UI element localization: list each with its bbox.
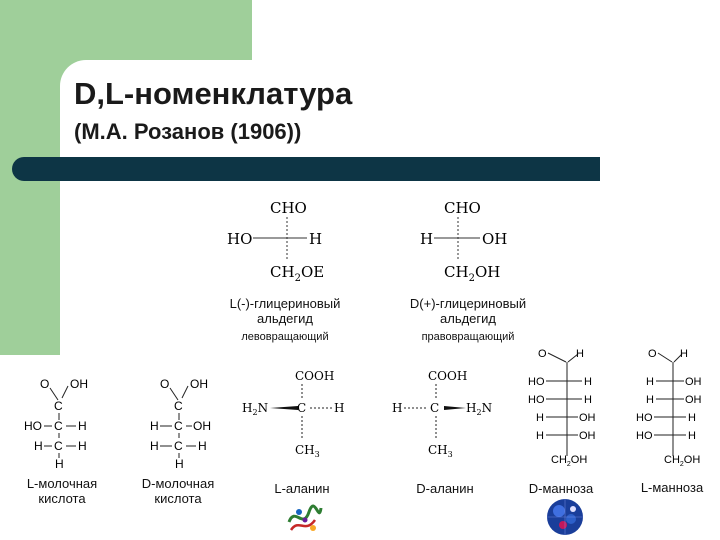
svg-text:CH3: $CH_3$ [428, 443, 453, 459]
svg-text:OH: OH [190, 377, 208, 391]
molecule-sphere-illustration [543, 495, 587, 539]
svg-text:CH2OH: $CH_2OH$ [664, 454, 701, 468]
svg-text:HO: HO [528, 376, 545, 388]
l-gly-bottom: CH [270, 263, 295, 281]
svg-text:H: H [536, 412, 544, 424]
svg-text:H: H [646, 376, 654, 388]
slide-subtitle: (М.А. Розанов (1906)) [74, 119, 302, 144]
svg-text:O: O [648, 348, 657, 360]
d-gly-left: H [420, 230, 434, 248]
svg-text:C: C [174, 439, 183, 453]
svg-text:H: H [334, 401, 345, 415]
d-alanine-name: D-аланин [416, 481, 474, 496]
l-lactic-acid-name: L-молочная кислота [26, 476, 98, 506]
svg-text:H: H [198, 439, 207, 453]
svg-text:H: H [392, 401, 403, 415]
d-lactic-acid-structure [140, 372, 240, 471]
svg-text:HO: HO [24, 419, 42, 433]
svg-text:CH2OH: $CH_2OH$ [551, 454, 588, 468]
svg-text:H: H [55, 457, 64, 471]
l-alanine-name: L-аланин [274, 481, 330, 496]
l-mannose-structure [620, 344, 715, 466]
l-rotation-label: левовращающий [241, 331, 329, 343]
svg-text:C: C [174, 399, 183, 413]
svg-text:H: H [576, 348, 584, 360]
svg-text:OH: OH [193, 419, 211, 433]
l-alanine-structure [240, 366, 360, 461]
svg-text:H: H [688, 412, 696, 424]
d-glyceraldehyde-structure [400, 195, 540, 285]
l-glyceraldehyde-name: L(-)-глицериновый альдегид [229, 296, 341, 326]
svg-text:H: H [688, 430, 696, 442]
l-gly-right: H [309, 230, 323, 248]
l-gly-left: HO [227, 230, 253, 248]
title-divider [12, 157, 600, 181]
svg-text:H: H [175, 457, 184, 471]
svg-text:C: C [54, 419, 63, 433]
d-lactic-acid-name: D-молочная кислота [141, 476, 215, 506]
d-mannose-name: D-манноза [528, 481, 594, 496]
svg-text:HO: HO [528, 394, 545, 406]
svg-text:OH: OH [579, 430, 596, 442]
d-gly-right: OH [482, 230, 508, 248]
svg-text:CH2OH: $CH_2OH$ [444, 263, 501, 284]
svg-text:H: H [680, 348, 688, 360]
svg-text:H: H [646, 394, 654, 406]
svg-text:H2N: $H_2N$ [242, 401, 269, 417]
l-mannose-name: L-манноза [640, 480, 704, 495]
l-glyceraldehyde-structure [215, 195, 355, 285]
svg-text:O: O [160, 377, 170, 391]
svg-text:H: H [584, 394, 592, 406]
l-lactic-acid-structure [20, 372, 120, 471]
svg-text:CH2OE: $CH_2OE$ [270, 263, 325, 284]
d-gly-bottom: CH [444, 263, 469, 281]
svg-text:H: H [34, 439, 43, 453]
l-gly-top: CHO [270, 199, 307, 217]
svg-text:C: C [54, 399, 63, 413]
svg-text:CH3: $CH_3$ [295, 443, 320, 459]
svg-text:HO: HO [636, 412, 653, 424]
svg-text:H: H [78, 439, 87, 453]
svg-text:C: C [174, 419, 183, 433]
svg-text:OH: OH [70, 377, 88, 391]
d-alanine-structure [390, 366, 510, 461]
d-glyceraldehyde-name: D(+)-глицериновый альдегид [409, 296, 527, 326]
svg-text:H: H [78, 419, 87, 433]
svg-text:COOH: COOH [428, 369, 468, 383]
svg-text:H: H [536, 430, 544, 442]
svg-text:H: H [584, 376, 592, 388]
svg-text:C: C [430, 401, 440, 415]
svg-text:OH: OH [685, 376, 702, 388]
svg-text:OH: OH [579, 412, 596, 424]
svg-text:C: C [54, 439, 63, 453]
d-mannose-structure [520, 344, 615, 466]
svg-text:HO: HO [636, 430, 653, 442]
d-gly-top: CHO [444, 199, 481, 217]
d-rotation-label: правовращающий [421, 331, 515, 343]
svg-text:C: C [297, 401, 307, 415]
svg-text:O: O [40, 377, 50, 391]
svg-text:H: H [150, 439, 159, 453]
slide-title: D,L-номенклатура [74, 76, 353, 111]
svg-text:O: O [538, 348, 547, 360]
protein-illustration [285, 500, 325, 536]
svg-text:H2N: $H_2N$ [466, 401, 493, 417]
svg-text:COOH: COOH [295, 369, 335, 383]
svg-text:OH: OH [685, 394, 702, 406]
svg-text:H: H [150, 419, 159, 433]
